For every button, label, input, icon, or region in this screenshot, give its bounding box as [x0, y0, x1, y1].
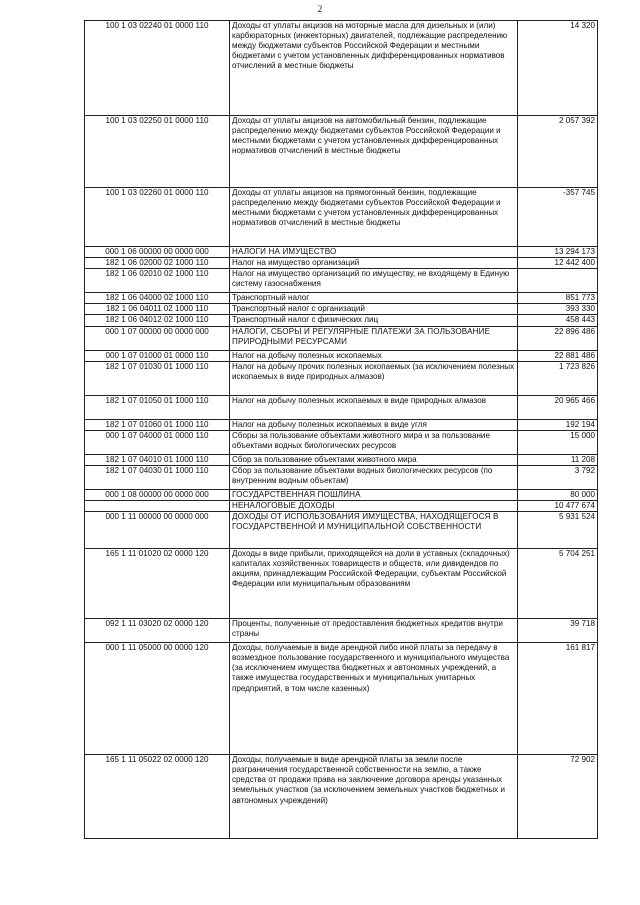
revenue-name-cell: ГОСУДАРСТВЕННАЯ ПОШЛИНА	[230, 489, 518, 500]
revenue-name-cell: Налог на имущество организаций по имуществу, не входящему в Единую систему газоснабжения	[230, 269, 518, 293]
amount-cell: 80 000	[518, 489, 598, 500]
table-row	[85, 419, 598, 430]
budget-code-cell: 000 1 07 01000 01 0000 110	[85, 350, 230, 361]
table-row	[85, 465, 598, 489]
amount-cell	[518, 269, 598, 293]
revenue-name-cell: Налог на добычу полезных ископаемых в виде угля	[230, 419, 518, 430]
amount-cell: 11 208	[518, 454, 598, 465]
revenue-name-cell: Доходы, получаемые в виде арендной платы за земли после разграничения государственной собственности на землю, а также средства от продажи права на заключение договора аренды указанных земельных участков (за исключением земельных участков бюджетных и автономных учреждений)	[230, 755, 518, 839]
revenue-name-cell: Доходы от уплаты акцизов на автомобильный бензин, подлежащие распределению между бюджетами субъектов Российской Федерации и местными бюджетами с учетом установленных дифференцированных нормативов отчислений в местные бюджеты	[230, 116, 518, 188]
table-row	[85, 643, 598, 755]
revenue-name-cell: Налог на добычу прочих полезных ископаемых (за исключением полезных ископаемых в виде природных алмазов)	[230, 361, 518, 395]
revenue-name-cell: Проценты, полученные от предоставления бюджетных кредитов внутри страны	[230, 619, 518, 643]
amount-cell: 458 443	[518, 315, 598, 326]
budget-code-cell: 092 1 11 03020 02 0000 120	[85, 619, 230, 643]
revenue-name-cell: Доходы, получаемые в виде арендной либо иной платы за передачу в возмездное пользование государственного и муниципального имущества (за исключением имущества бюджетных и автономных учреждений, а также имущества государственных и муниципальных унитарных предприятий, в том числе казенных)	[230, 643, 518, 755]
table-row	[85, 454, 598, 465]
amount-cell: 22 881 486	[518, 350, 598, 361]
amount-cell: 5 704 251	[518, 549, 598, 619]
budget-code-cell: 182 1 07 01030 01 1000 110	[85, 361, 230, 395]
table-row	[85, 350, 598, 361]
budget-code-cell: 000 1 07 04000 01 0000 110	[85, 430, 230, 454]
amount-cell: 22 896 486	[518, 326, 598, 350]
table-row	[85, 269, 598, 293]
table-row	[85, 293, 598, 304]
table-row	[85, 247, 598, 258]
page-number: 2	[317, 4, 323, 14]
budget-code-cell: 182 1 06 02000 02 1000 110	[85, 258, 230, 269]
table-row	[85, 116, 598, 188]
budget-code-cell: 182 1 06 04012 02 1000 110	[85, 315, 230, 326]
table-row	[85, 430, 598, 454]
revenue-name-cell: Транспортный налог с организаций	[230, 304, 518, 315]
amount-cell: 14 320	[518, 21, 598, 116]
revenue-name-cell: ДОХОДЫ ОТ ИСПОЛЬЗОВАНИЯ ИМУЩЕСТВА, НАХОДЯЩЕГОСЯ В ГОСУДАРСТВЕННОЙ И МУНИЦИПАЛЬНОЙ СОБСТВЕННОСТИ	[230, 512, 518, 549]
amount-cell: -357 745	[518, 188, 598, 247]
revenue-name-cell: Налог на добычу полезных ископаемых	[230, 350, 518, 361]
amount-cell: 12 442 400	[518, 258, 598, 269]
amount-cell: 5 931 524	[518, 512, 598, 549]
budget-code-cell: 165 1 11 05022 02 0000 120	[85, 755, 230, 839]
table-row	[85, 315, 598, 326]
budget-code-cell: 000 1 08 00000 00 0000 000	[85, 489, 230, 500]
amount-cell: 192 194	[518, 419, 598, 430]
budget-code-cell: 000 1 11 00000 00 0000 000	[85, 512, 230, 549]
revenue-name-cell: Налог на добычу полезных ископаемых в виде природных алмазов	[230, 395, 518, 419]
revenue-name-cell: НАЛОГИ НА ИМУЩЕСТВО	[230, 247, 518, 258]
revenue-name-cell: Сбор за пользование объектами животного мира	[230, 454, 518, 465]
revenue-name-cell: НЕНАЛОГОВЫЕ ДОХОДЫ	[230, 500, 518, 511]
budget-code-cell: 100 1 03 02260 01 0000 110	[85, 188, 230, 247]
table-body	[85, 21, 598, 839]
table-row	[85, 304, 598, 315]
amount-cell: 20 965 466	[518, 395, 598, 419]
budget-code-cell: 182 1 07 04030 01 1000 110	[85, 465, 230, 489]
budget-code-cell: 165 1 11 01020 02 0000 120	[85, 549, 230, 619]
budget-code-cell: 182 1 06 04011 02 1000 110	[85, 304, 230, 315]
amount-cell: 39 718	[518, 619, 598, 643]
revenue-name-cell: Доходы от уплаты акцизов на прямогонный бензин, подлежащие распределению между бюджетами субъектов Российской Федерации и местными бюджетами с учетом установленных дифференцированных нормативов отчислений в местные бюджеты	[230, 188, 518, 247]
budget-code-cell: 100 1 03 02240 01 0000 110	[85, 21, 230, 116]
table-row	[85, 512, 598, 549]
amount-cell: 72 902	[518, 755, 598, 839]
table-row	[85, 361, 598, 395]
budget-code-cell: 182 1 07 04010 01 1000 110	[85, 454, 230, 465]
budget-code-cell: 182 1 07 01060 01 1000 110	[85, 419, 230, 430]
table-row	[85, 21, 598, 116]
budget-code-cell: 000 1 07 00000 00 0000 000	[85, 326, 230, 350]
table-row	[85, 500, 598, 511]
table-row	[85, 489, 598, 500]
amount-cell: 1 723 826	[518, 361, 598, 395]
revenue-name-cell: Сборы за пользование объектами животного мира и за пользование объектами водных биологических ресурсов	[230, 430, 518, 454]
revenue-name-cell: Сбор за пользование объектами водных биологических ресурсов (по внутренним водным объектам)	[230, 465, 518, 489]
amount-cell: 15 000	[518, 430, 598, 454]
budget-code-cell: 182 1 07 01050 01 1000 110	[85, 395, 230, 419]
amount-cell: 10 477 674	[518, 500, 598, 511]
table-row	[85, 188, 598, 247]
budget-code-cell: 100 1 03 02250 01 0000 110	[85, 116, 230, 188]
table-row	[85, 326, 598, 350]
budget-code-cell: 182 1 06 04000 02 1000 110	[85, 293, 230, 304]
amount-cell: 393 330	[518, 304, 598, 315]
budget-code-cell: 000 1 06 00000 00 0000 000	[85, 247, 230, 258]
amount-cell: 2 057 392	[518, 116, 598, 188]
amount-cell: 851 773	[518, 293, 598, 304]
revenue-name-cell: Транспортный налог с физических лиц	[230, 315, 518, 326]
budget-code-cell: 000 1 11 05000 00 0000 120	[85, 643, 230, 755]
revenue-name-cell: НАЛОГИ, СБОРЫ И РЕГУЛЯРНЫЕ ПЛАТЕЖИ ЗА ПОЛЬЗОВАНИЕ ПРИРОДНЫМИ РЕСУРСАМИ	[230, 326, 518, 350]
budget-revenue-table	[84, 20, 598, 839]
table-row	[85, 755, 598, 839]
revenue-name-cell: Доходы от уплаты акцизов на моторные масла для дизельных и (или) карбюраторных (инжекторных) двигателей, подлежащие распределению между бюджетами субъектов Российской Федерации и местными бюджетами с учетом установленных дифференцированных нормативов отчислений в местные бюджеты	[230, 21, 518, 116]
revenue-name-cell: Доходы в виде прибыли, приходящейся на доли в уставных (складочных) капиталах хозяйственных товариществ и обществ, или дивидендов по акциям, принадлежащим Российской Федерации, субъектам Российской Федерации или муниципальным образованиям	[230, 549, 518, 619]
table-row	[85, 549, 598, 619]
amount-cell: 3 792	[518, 465, 598, 489]
table-row	[85, 619, 598, 643]
table-row	[85, 258, 598, 269]
table-row	[85, 395, 598, 419]
revenue-name-cell: Транспортный налог	[230, 293, 518, 304]
budget-code-cell: 182 1 06 02010 02 1000 110	[85, 269, 230, 293]
amount-cell: 13 294 173	[518, 247, 598, 258]
revenue-name-cell: Налог на имущество организаций	[230, 258, 518, 269]
budget-code-cell	[85, 500, 230, 511]
amount-cell: 161 817	[518, 643, 598, 755]
